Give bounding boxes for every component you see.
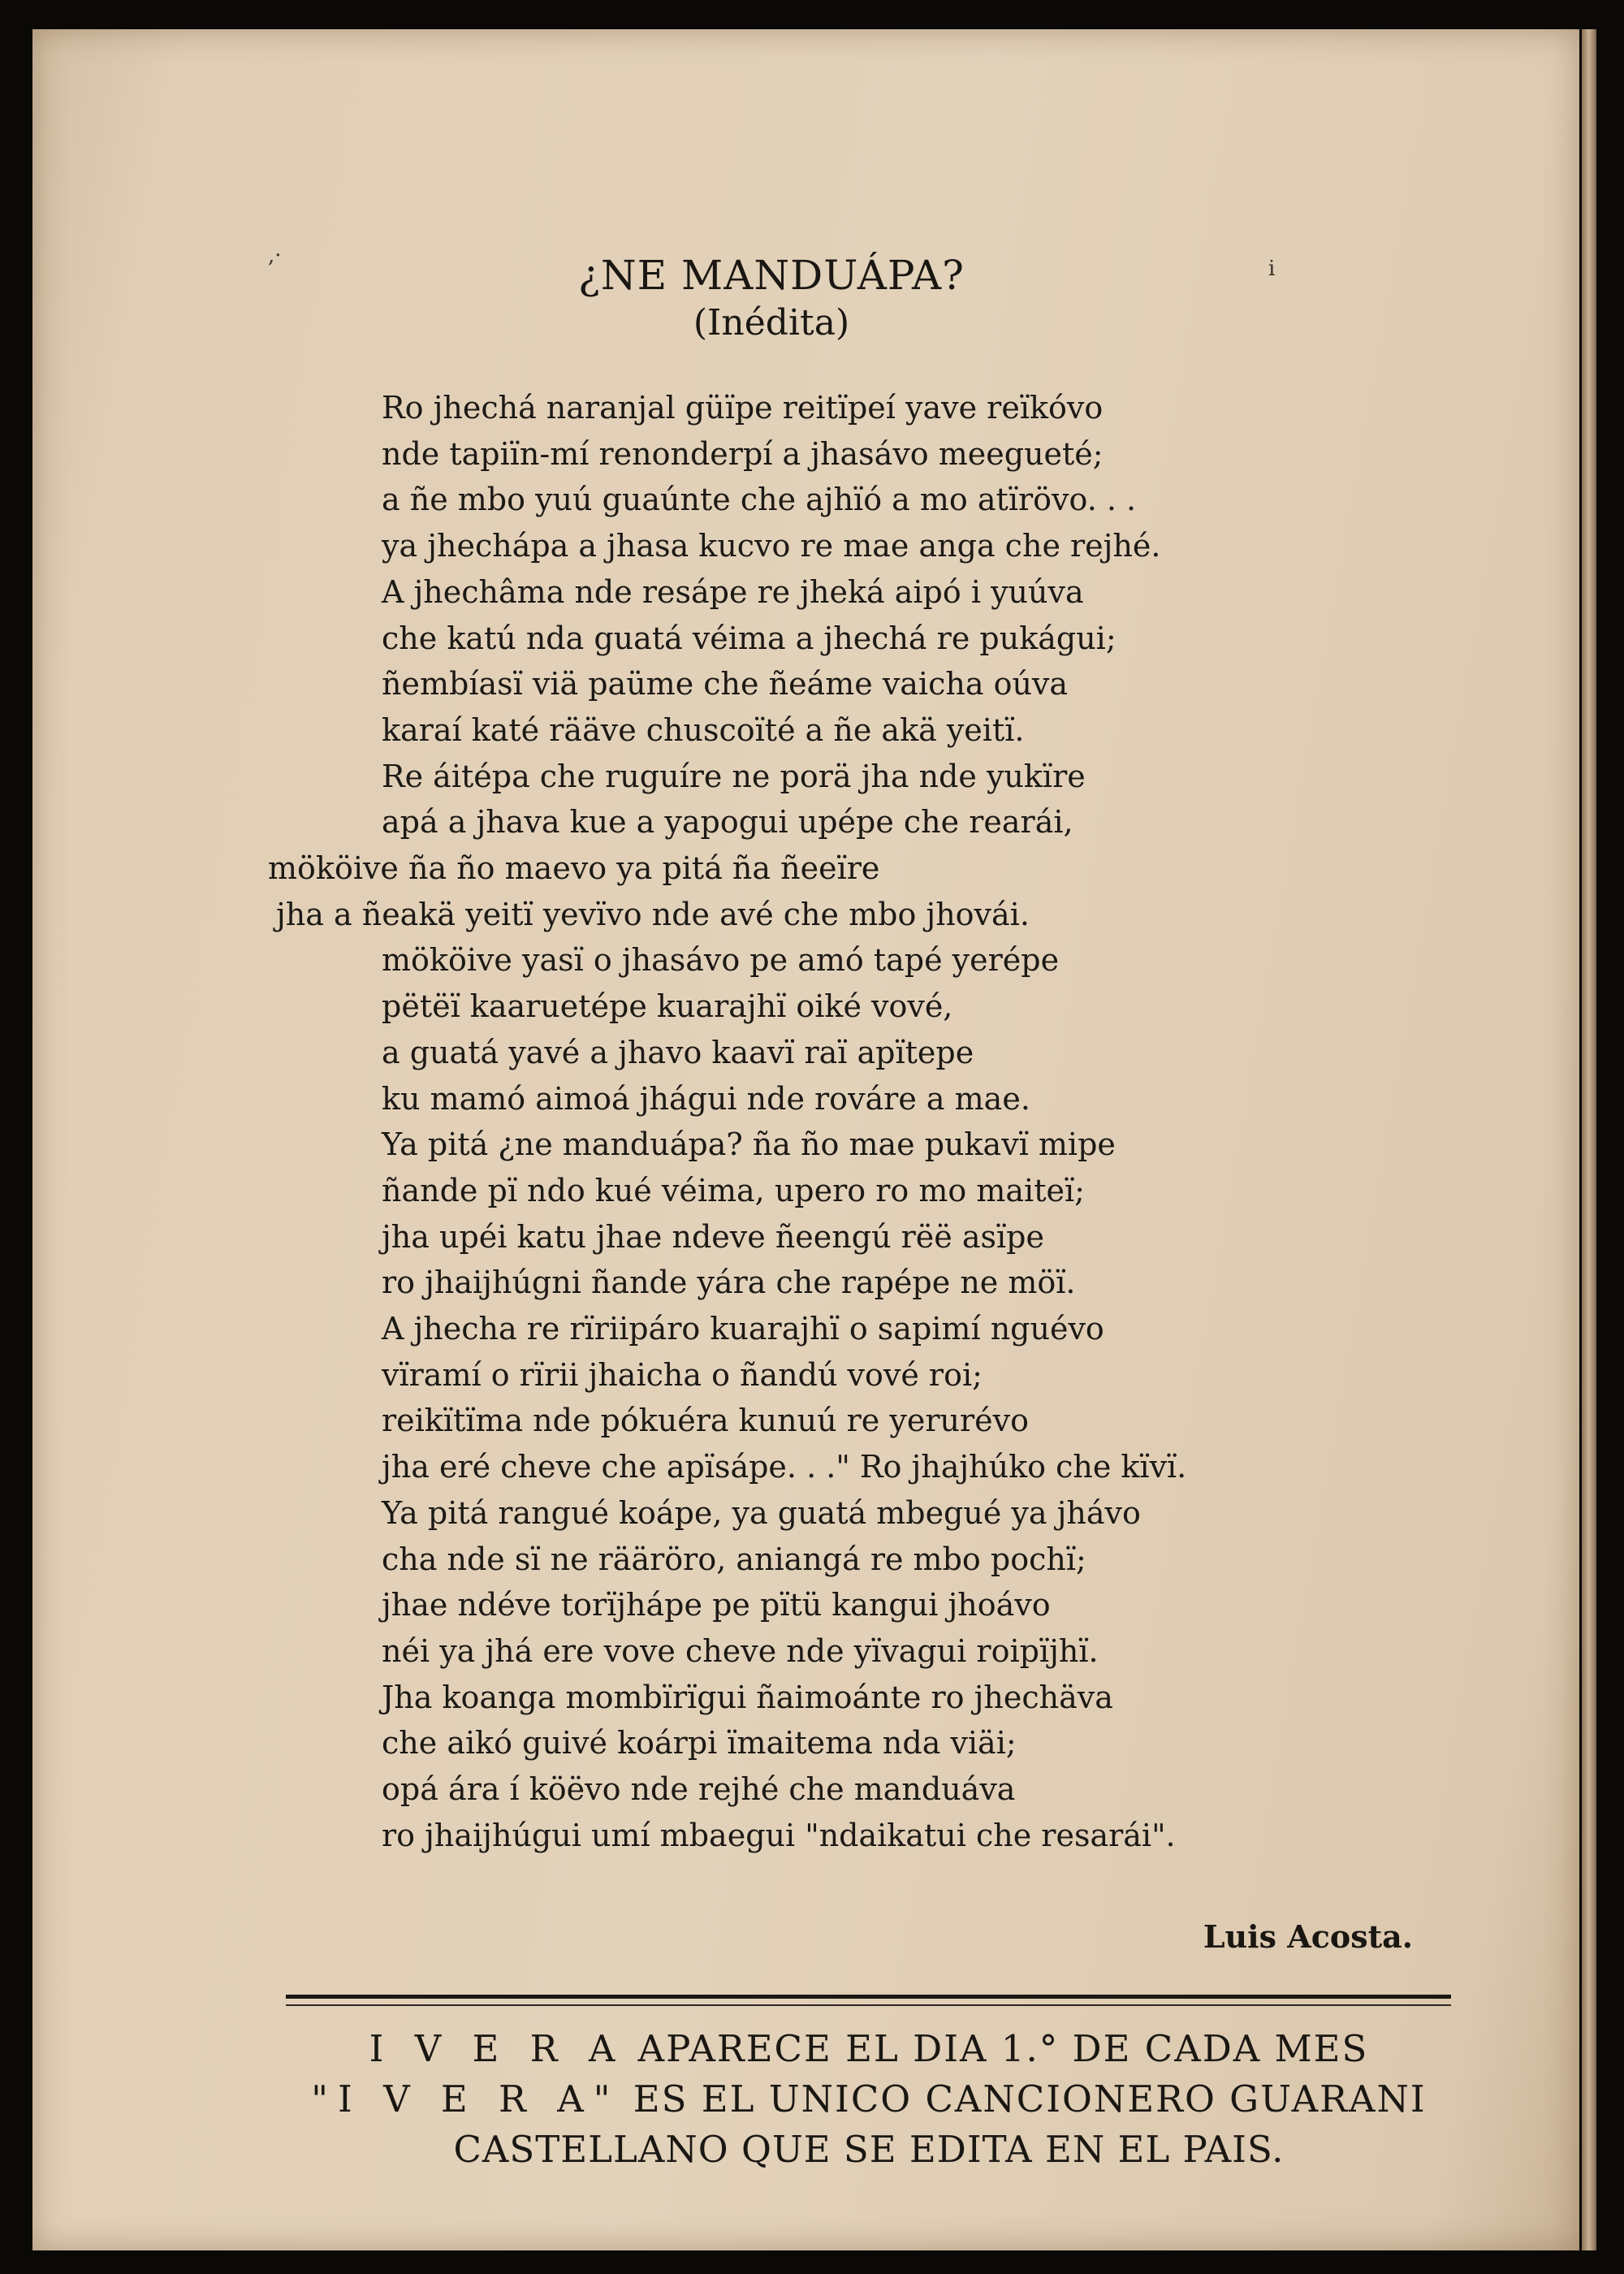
poem-line: jha a ñeakä yeitï yevïvo nde avé che mbo jhovái. bbox=[276, 896, 1030, 932]
poem-line: A jhechâma nde resápe re jheká aipó i yuúva bbox=[382, 573, 1084, 610]
divider bbox=[286, 1995, 1451, 1999]
poem-line: ro jhaijhúgui umí mbaegui "ndaikatui che resarái". bbox=[382, 1817, 1176, 1853]
poem-line: Ro jhechá naranjal güïpe reitïpeí yave reïkóvo bbox=[382, 390, 1104, 426]
stray-mark: i bbox=[1268, 257, 1276, 281]
stray-mark: ,· bbox=[268, 244, 282, 268]
poem-line: Ya pitá rangué koápe, ya guatá mbegué ya jhávo bbox=[382, 1494, 1141, 1531]
poem-line: a ñe mbo yuú guaúnte che ajhïó a mo atïrövo. . . bbox=[382, 482, 1137, 518]
poem-line: apá a jhava kue a yapogui upépe che rearái, bbox=[382, 804, 1073, 841]
footer-line-3: CASTELLANO QUE SE EDITA EN EL PAIS. bbox=[453, 2128, 1285, 2171]
poem-line: ro jhaijhúgni ñande yára che rapépe ne möï. bbox=[382, 1265, 1076, 1301]
poem-line: ya jhechápa a jhasa kucvo re mae anga che rejhé. bbox=[382, 528, 1161, 564]
poem-line: vïramí o rïrii jhaicha o ñandú vové roi; bbox=[382, 1356, 983, 1393]
poem-line: néi ya jhá ere vove cheve nde yïvagui roipïjhï. bbox=[382, 1632, 1099, 1669]
poem-line: ñande pï ndo kué véima, upero ro mo maiteï; bbox=[382, 1172, 1085, 1208]
poem-line: mököive ña ño maevo ya pitá ña ñeeïre bbox=[268, 850, 880, 886]
footer-text: ES EL UNICO CANCIONERO GUARANI bbox=[633, 2077, 1427, 2121]
magazine-name: I V E R A bbox=[369, 2027, 625, 2070]
poem-subtitle: (Inédita) bbox=[693, 302, 850, 344]
divider bbox=[286, 2004, 1451, 2006]
poem-line: mököive yasï o jhasávo pe amó tapé yerépe bbox=[382, 942, 1060, 979]
poem-line: jha upéi katu jhae ndeve ñeengú rëë asïpe bbox=[382, 1218, 1044, 1255]
poem-line: Jha koanga mombïrïgui ñaimoánte ro jhechäva bbox=[382, 1679, 1113, 1715]
poem-line: jha eré cheve che apïsápe. . ." Ro jhajhúko che kïvï. bbox=[382, 1449, 1187, 1485]
poem-line: ñembíasï viä paüme che ñeáme vaicha oúva bbox=[382, 666, 1069, 703]
author-signature: Luis Acosta. bbox=[1203, 1918, 1413, 1955]
poem-line: Ya pitá ¿ne manduápa? ña ño mae pukavï mipe bbox=[382, 1126, 1116, 1163]
poem-line: Re áitépa che ruguíre ne porä jha nde yukïre bbox=[382, 758, 1086, 794]
poem-line: jhae ndéve torïjhápe pe pïtü kangui jhoávo bbox=[382, 1587, 1051, 1623]
poem-line: A jhecha re rïriipáro kuarajhï o sapimí nguévo bbox=[382, 1311, 1104, 1347]
footer-line-1 bbox=[276, 2027, 1462, 2070]
poem-line: che aikó guivé koárpi ïmaitema nda viäi; bbox=[382, 1725, 1017, 1762]
poem-line: che katú nda guatá véima a jhechá re pukágui; bbox=[382, 620, 1116, 656]
poem-line: ku mamó aimoá jhágui nde rováre a mae. bbox=[382, 1080, 1030, 1117]
footer-text: APARECE EL DIA 1.° DE CADA MES bbox=[637, 2027, 1369, 2070]
poem-line: cha nde sï ne rääröro, aniangá re mbo pochï; bbox=[382, 1541, 1086, 1577]
magazine-name: "I V E R A" bbox=[311, 2077, 620, 2121]
poem-line: nde tapiïn-mí renonderpí a jhasávo meegueté; bbox=[382, 435, 1104, 472]
poem-line: reikïtïma nde pókuéra kunuú re yerurévo bbox=[382, 1403, 1029, 1439]
page-edge bbox=[1582, 29, 1596, 2250]
poem-line: pëtëï kaaruetépe kuarajhï oiké vové, bbox=[382, 988, 953, 1025]
poem-title: ¿NE MANDUÁPA? bbox=[578, 252, 965, 299]
footer-line-2 bbox=[276, 2077, 1462, 2121]
poem-line: karaí katé rääve chuscoïté a ñe akä yeitï. bbox=[382, 711, 1025, 748]
poem-line: a guatá yavé a jhavo kaavï raï apïtepe bbox=[382, 1034, 974, 1070]
poem-line: opá ára í köëvo nde rejhé che manduáva bbox=[382, 1771, 1016, 1807]
